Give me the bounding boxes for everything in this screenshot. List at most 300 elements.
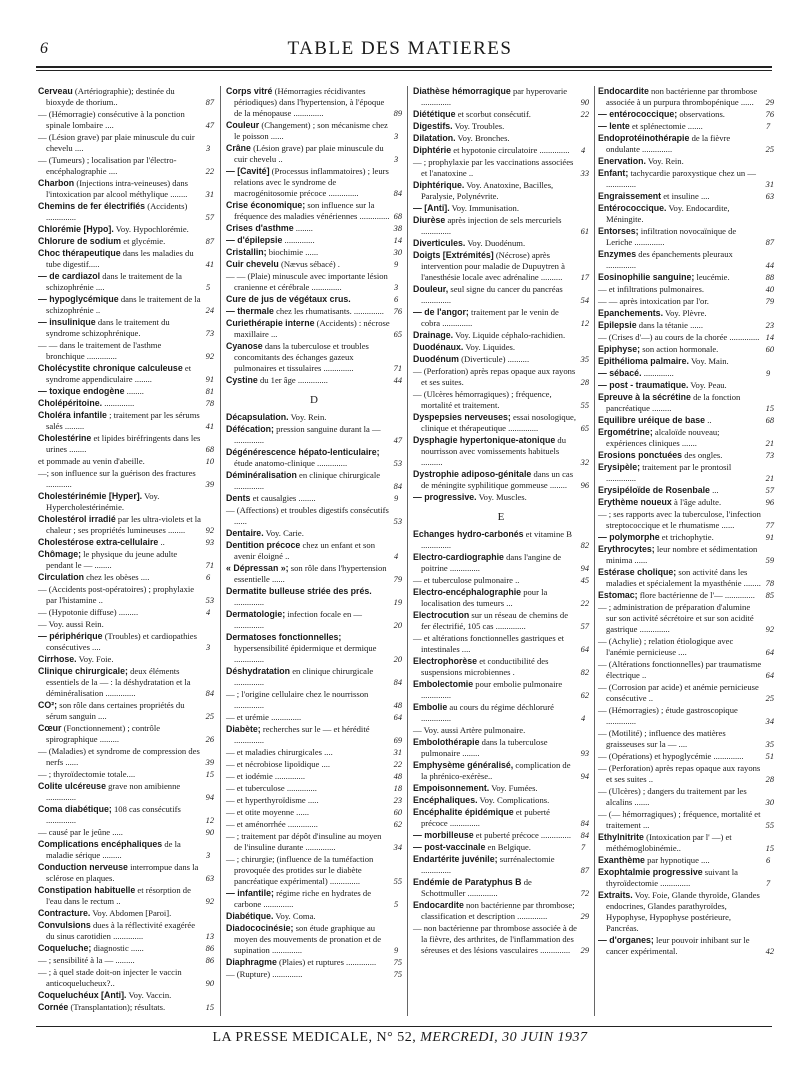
index-entry <box>38 804 214 826</box>
index-entry <box>38 666 214 699</box>
entry-headword: « Dépressan »; <box>226 563 289 573</box>
entry-text: — ; à quel stade doit-on injecter le vaccin anticoquelucheux?.. <box>38 967 182 988</box>
index-entry <box>413 492 589 503</box>
entry-text: — (Perforation) après repas opaque aux rayons et ses suites .. <box>598 763 761 784</box>
entry-text: — (Accidents post-opératoires) ; prophylaxie par l'histamine .. <box>38 584 195 605</box>
index-entry <box>598 590 774 601</box>
index-entry <box>413 529 589 551</box>
page-title: TABLE DES MATIERES <box>287 38 513 59</box>
index-entry: Complications encéphaliques de la maladie sérique ......... 3 <box>38 839 211 860</box>
index-entry <box>38 1002 214 1013</box>
entry-text: de la maladie sérique ......... <box>46 839 181 860</box>
index-entry <box>598 226 774 248</box>
entry-headword: Engraissement <box>598 191 662 201</box>
entry-headword: Doigts [Extrémités] <box>413 250 494 260</box>
entry-text: grave non amibienne .............. <box>46 781 181 802</box>
entry-headword: Digestifs. <box>413 121 453 131</box>
index-entry <box>38 294 214 316</box>
entry-text: observations. <box>679 109 725 119</box>
entry-text: par hyperovarie .............. <box>421 86 568 107</box>
entry-text: — — (Plaie) minuscule avec importante lésion cranienne et cérébrale .............. <box>226 271 388 292</box>
entry-headword: Cystine <box>226 375 258 385</box>
index-entry: Dentition précoce chez un enfant et son avenir éloigné .. 4 <box>226 540 399 561</box>
entry-text: Voy. Main. <box>690 356 729 366</box>
entry-text: étude anatomo-clinique .............. <box>234 458 348 468</box>
index-entry: — infantile; régime riche en hydrates de carbone .............. 5 <box>226 888 399 909</box>
entry-text: leur pouvoir inhibant sur le cancer expérimental. <box>606 935 750 956</box>
entry-text: — (Corrosion par acide) et anémie pernicieuse consécutive .. <box>598 682 759 703</box>
entry-headword: Décapsulation. <box>226 412 289 422</box>
index-entry <box>413 587 589 609</box>
index-entry <box>598 935 774 957</box>
index-entry: — — (Plaie) minuscule avec importante lésion cranienne et cérébrale .............. 3 <box>226 271 399 292</box>
entry-text: — (Lésion grave) par plaie minuscule du cuir chevelu .... <box>38 132 195 153</box>
index-entry <box>598 705 774 727</box>
entry-headword: Endocardite <box>598 86 649 96</box>
entry-headword: Convulsions <box>38 920 91 930</box>
index-entry: Crâne (Lésion grave) par plaie minuscule du cuir chevelu .. 3 <box>226 143 399 164</box>
entry-text: deux éléments essentiels de la — : la déshydratation et la déminéralisation .............. <box>46 666 191 698</box>
entry-text: et scorbut consécutif. <box>457 109 531 119</box>
entry-headword: Dermatologie; <box>226 609 286 619</box>
entry-text: hypersensibilité épidermique et dermique .............. <box>234 643 377 664</box>
index-entry <box>226 447 402 469</box>
entry-headword: Enervation. <box>598 156 646 166</box>
entry-text: dans le traitement de la schizophrénie .... <box>46 271 182 292</box>
index-entry: — post-vaccinale en Belgique. 7 <box>413 842 586 852</box>
index-entry <box>598 532 774 543</box>
entry-headword: Estérase cholique; <box>598 567 677 577</box>
entry-text: (Fonctionnement) ; contrôle spirographique ......... <box>46 723 161 744</box>
entry-text: du 1er âge .............. <box>259 375 328 385</box>
entry-text: Voy. Plèvre. <box>665 308 707 318</box>
entry-text: — Voy. aussi Rein. <box>38 619 104 629</box>
entry-headword: Cholestérine <box>38 433 92 443</box>
entry-headword: Crise économique; <box>226 200 306 210</box>
entry-headword: Erythème noueux <box>598 497 672 507</box>
entry-headword: Circulation <box>38 572 84 582</box>
entry-text: Voy. Liquides. <box>465 342 515 352</box>
index-entry <box>598 392 774 414</box>
index-entry <box>598 332 774 343</box>
entry-text: — (Achylie) ; relation étiologique avec l'anémie pernicieuse .... <box>598 636 734 657</box>
entry-headword: Coqueluche; <box>38 943 92 953</box>
entry-text: des ongles. <box>684 450 723 460</box>
index-entry <box>413 342 589 353</box>
entry-headword: — post - traumatique. <box>598 380 689 390</box>
index-entry <box>598 272 774 283</box>
entry-headword: Chemins de fer électrifiés <box>38 201 146 211</box>
entry-text: et conductibilité des suspensions microbiennes . <box>421 656 549 677</box>
entry-headword: — périphérique <box>38 631 103 641</box>
index-entry <box>38 908 214 919</box>
index-entry <box>413 366 589 388</box>
index-entry <box>226 712 402 723</box>
index-entry: Diadococinésie; son étude graphique au moyen des mouvements de pronation et de supination .............. 9 <box>226 923 399 955</box>
index-entry <box>226 563 402 585</box>
index-entry <box>413 284 589 306</box>
index-entry <box>226 586 402 608</box>
header-rule <box>36 66 772 68</box>
entry-text: (Nævus sébacé) . <box>280 259 340 269</box>
entry-text: et vitamine B .............. <box>421 529 572 550</box>
entry-text: et puberté précoce .............. <box>421 807 550 828</box>
index-entry <box>226 318 402 340</box>
entry-text: en clinique chirurgicale .............. <box>234 666 374 687</box>
index-entry <box>38 340 214 362</box>
entry-headword: Erythrocytes; <box>598 544 655 554</box>
index-entry <box>226 957 402 968</box>
entry-text: — (Opérations) et hypoglycémie .............. <box>598 751 744 761</box>
entry-text: — et tuberculose .............. <box>226 783 317 793</box>
index-entry <box>38 967 214 989</box>
entry-text: — ; prophylaxie par les vaccinations associées et l'anatoxine .. <box>413 157 574 178</box>
entry-text: Voy. Complications. <box>479 795 550 805</box>
index-entry <box>226 795 402 806</box>
entry-headword: Duodénaux. <box>413 342 464 352</box>
entry-text: complication de la phrénico-exérèse.. <box>421 760 571 781</box>
footer <box>0 1030 800 1046</box>
entry-text: (Lésion grave) par plaie minuscule du cuir chevelu .. <box>234 143 384 164</box>
entry-headword: Electrophorèse <box>413 656 478 666</box>
index-entry <box>226 689 402 711</box>
entry-headword: — d'organes; <box>598 935 654 945</box>
entry-text: Voy. Anatoxine, Bacilles, Paralysie, Polynévrite. <box>421 180 554 201</box>
entry-headword: Diététique <box>413 109 456 119</box>
entry-headword: — [Cavité] <box>226 166 270 176</box>
entry-headword: — lente <box>598 121 630 131</box>
entry-headword: Cerveau <box>38 86 73 96</box>
index-entry <box>413 330 589 341</box>
entry-text: le physique du jeune adulte pendant le — ........ <box>46 549 178 570</box>
entry-text: (Changement) ; son mécanisme chez le poisson ...... <box>234 120 388 141</box>
entry-headword: Entorses; <box>598 226 639 236</box>
entry-text: infiltration novocaïnique de Leriche .............. <box>606 226 737 247</box>
entry-text: essai nosologique, clinique et thérapeutique .............. <box>421 412 576 433</box>
entry-text: non bactérienne par thrombose associée à un purpura thrombopénique ...... <box>606 86 758 107</box>
index-entry <box>38 862 214 884</box>
entry-text: Voy. Vaccin. <box>128 990 172 1000</box>
entry-headword: — progressive. <box>413 492 477 502</box>
entry-text: et glycémie. <box>123 236 166 246</box>
entry-text: à l'âge adulte. <box>673 497 722 507</box>
index-entry <box>413 389 589 411</box>
entry-text: de Schottmuller .............. <box>421 877 532 898</box>
entry-headword: Cholécystite chronique calculeuse <box>38 363 183 373</box>
index-entry <box>413 157 589 179</box>
index-entry <box>598 450 774 461</box>
index-entry <box>38 943 214 954</box>
entry-headword: Défécation; <box>226 424 274 434</box>
index-entry <box>226 969 402 980</box>
entry-headword: Equilibre uréique de base <box>598 415 706 425</box>
entry-text: dans le traitement du syndrome schizophrénique. <box>46 317 170 338</box>
entry-headword: Chômage; <box>38 549 82 559</box>
entry-headword: Cornée <box>38 1002 69 1012</box>
entry-text: .............. <box>234 597 265 607</box>
entry-headword: Diurèse <box>413 215 446 225</box>
entry-text: en Belgique. <box>487 842 531 852</box>
entry-headword: Diverticules. <box>413 238 466 248</box>
entry-text: traitement par le prontosil .............. <box>606 462 732 483</box>
entry-headword: Endémie de Paratyphus B <box>413 877 522 887</box>
index-entry: — (Hypotonie diffuse) ......... 4 <box>38 607 211 617</box>
entry-text: en clinique chirurgicale .............. <box>234 470 381 491</box>
entry-text: — ; administration de préparation d'alumine sur son activité sécrétoire et sur son acidité gastrique .............. <box>598 602 754 634</box>
index-entry <box>598 636 774 658</box>
index-entry <box>413 795 589 806</box>
index-entry: — périphérique (Troubles) et cardiopathies consécutives .... 3 <box>38 631 211 652</box>
entry-headword: Enfant; <box>598 168 629 178</box>
entry-text: chez un enfant et son avenir éloigné .. <box>234 540 375 561</box>
index-entry <box>226 424 402 446</box>
index-entry: Exanthème par hypnotique .... 6 <box>598 855 771 865</box>
index-entry <box>226 854 402 887</box>
index-entry <box>226 412 402 423</box>
entry-headword: Dysphagie hypertonique-atonique <box>413 435 556 445</box>
entry-headword: Electro-encéphalographie <box>413 587 522 597</box>
entry-text: Voy. Rein. <box>290 412 327 422</box>
entry-headword: Erysipèle; <box>598 462 641 472</box>
entry-headword: — d'épilepsie <box>226 235 283 245</box>
index-entry <box>226 759 402 770</box>
entry-text: dans le traitement de la schizophrénie .. <box>46 294 201 315</box>
index-entry: — (Lésion grave) par plaie minuscule du cuir chevelu .... 3 <box>38 132 211 153</box>
index-entry <box>413 807 589 829</box>
entry-headword: Emphysème généralisé, <box>413 760 514 770</box>
entry-text: (Hémorragies récidivantes périodiques) dans l'hypertension, à l'époque de la ménopause .............. <box>234 86 385 118</box>
entry-headword: Dermatoses fonctionnelles; <box>226 632 342 642</box>
entry-headword: Erysipéloïde de Rosenbale <box>598 485 710 495</box>
index-entry <box>38 109 214 131</box>
entry-text: (Intoxication par l' —) et méthémoglobinémie.. <box>606 832 732 853</box>
entry-text: — et iodémie .............. <box>226 771 306 781</box>
entry-headword: — insulinique <box>38 317 96 327</box>
entry-headword: Empoisonnement. <box>413 783 490 793</box>
entry-text: (Artériographie); destinée du bioxyde de thorium.. <box>46 86 175 107</box>
index-entry <box>413 877 589 899</box>
entry-headword: Coqueluchéux [Anti]. <box>38 990 127 1000</box>
index-entry <box>598 320 774 331</box>
entry-headword: Cholépéritoine. <box>38 398 103 408</box>
entry-headword: Ethylnitrite <box>598 832 644 842</box>
entry-text: et hypotonie circulatoire .............. <box>453 145 570 155</box>
entry-headword: Entérococcique. <box>598 203 667 213</box>
entry-headword: Cholestérinémie [Hyper]. <box>38 491 143 501</box>
index-entry <box>226 505 402 527</box>
entry-headword: Enzymes <box>598 249 637 259</box>
entry-text: .............. <box>284 235 315 245</box>
entry-text: — et altérations fonctionnelles gastriques et intestinales .... <box>413 633 565 654</box>
index-entry <box>38 363 214 385</box>
entry-headword: Cirrhose. <box>38 654 77 664</box>
entry-text: (Diverticule) .......... <box>461 354 530 364</box>
entry-text: recherches sur le — et hérédité .............. <box>234 724 370 745</box>
entry-headword: Dentition précoce <box>226 540 301 550</box>
entry-text: .. <box>160 537 165 547</box>
entry-text: Voy. Hypercholestérinémie. <box>46 491 160 512</box>
entry-text: — — après intoxication par l'or. <box>598 296 709 306</box>
entry-text: (Injections intra-veineuses) dans l'intoxication par alcool méthylique ........ <box>46 178 189 199</box>
entry-text: son étude graphique au moyen des mouvements de pronation et de supination .............. <box>234 923 382 955</box>
entry-text: — et aménorrhée .............. <box>226 819 318 829</box>
entry-headword: Eosinophilie sanguine; <box>598 272 695 282</box>
entry-text: chez les rhumatisants. .............. <box>276 306 384 316</box>
entry-text: au cours du régime déchloruré .............. <box>421 702 554 723</box>
entry-headword: Diphtérie <box>413 145 452 155</box>
index-entry <box>38 398 214 409</box>
entry-text: (Plaies) et ruptures .............. <box>279 957 377 967</box>
entry-text: — (Ulcères) ; dangers du traitement par les alcalins ....... <box>598 786 747 807</box>
index-entry <box>38 619 214 630</box>
entry-text: Voy. Carie. <box>265 528 304 538</box>
entry-text: — (Hémorragie) consécutive à la ponction spinale lombaire .... <box>38 109 185 130</box>
index-entry <box>413 760 589 782</box>
entry-headword: — hypoglycémique <box>38 294 119 304</box>
index-entry <box>413 86 589 108</box>
entry-text: Voy. Fumées. <box>491 783 538 793</box>
entry-text: — (Tumeurs) ; localisation par l'électro-encéphalographie .... <box>38 155 177 176</box>
index-entry <box>413 656 589 678</box>
index-entry <box>226 911 402 922</box>
entry-text: leucémie. <box>696 272 730 282</box>
entry-headword: — thermale <box>226 306 274 316</box>
index-entry: Embolie au cours du régime déchloruré .............. 4 <box>413 702 586 723</box>
index-entry <box>38 514 214 536</box>
entry-text: du nourrisson avec vomissements habituels .......... <box>421 435 566 467</box>
index-column-2 <box>226 86 402 1026</box>
entry-text: seul signe du cancer du pancréas .............. <box>421 284 563 305</box>
index-entry <box>226 783 402 794</box>
index-entry <box>226 306 402 317</box>
entry-headword: Déminéralisation <box>226 470 297 480</box>
index-entry <box>38 224 214 235</box>
entry-headword: Epithélioma palmaire. <box>598 356 689 366</box>
entry-headword: Diaphragme <box>226 957 277 967</box>
index-entry <box>38 654 214 665</box>
entry-headword: Cholestérose extra-cellulaire <box>38 537 159 547</box>
entry-text: et pommade au venin d'abeille. <box>38 456 145 466</box>
entry-headword: — morbilleuse <box>413 830 474 840</box>
entry-text: et splénectomie ....... <box>631 121 703 131</box>
index-entry <box>413 180 589 202</box>
entry-text: ... <box>712 485 719 495</box>
entry-text: (Processus inflammatoires) ; leurs relations avec le syndrome de macrogénitosomie précoce .............. <box>234 166 389 198</box>
entry-headword: Epreuve à la sécrétine <box>598 392 691 402</box>
entry-text: Voy. Liquide céphalo-rachidien. <box>455 330 566 340</box>
index-entry <box>413 900 589 922</box>
entry-text: — Voy. aussi Artère pulmonaire. <box>413 725 526 735</box>
entry-text: dans la tuberculose et troubles concomitants des échanges gazeux pulmonaires et tissulaires .............. <box>234 341 369 373</box>
index-entry <box>226 747 402 758</box>
entry-text: Voy. Troubles. <box>454 121 505 131</box>
entry-headword: Choléra infantile <box>38 410 107 420</box>
entry-text: des épanchements pleuraux .............. <box>606 249 733 270</box>
entry-headword: Electrocution <box>413 610 470 620</box>
entry-text: — (Motilité) ; influence des matières graisseuses sur la — .... <box>598 728 726 749</box>
entry-text: pour embolie pulmonaire .............. <box>421 679 563 700</box>
index-entry <box>226 724 402 746</box>
index-entry: — lente et splénectomie ....... 7 <box>598 121 771 131</box>
index-entry <box>413 121 589 132</box>
index-entry <box>598 308 774 319</box>
entry-text: — ; ses rapports avec la tuberculose, l'infection streptococcique et le rhumatisme ...... <box>598 509 761 530</box>
entry-text: par hypnotique .... <box>647 855 710 865</box>
footer-journal: LA PRESSE MEDICALE, N° 52, <box>212 1030 417 1045</box>
entry-headword: Dermatite bulleuse striée des prés. <box>226 586 372 596</box>
index-entry <box>38 456 214 467</box>
index-entry <box>38 920 214 942</box>
index-entry <box>413 923 589 956</box>
entry-text: Voy. Hypochlorémie. <box>115 224 189 234</box>
index-entry <box>38 769 214 780</box>
entry-text: alcaloïde nouveau; expériences cliniques ....... <box>606 427 720 448</box>
index-entry <box>598 682 774 704</box>
entry-headword: Embolothérapie <box>413 737 480 747</box>
header-rule-thin <box>36 70 772 71</box>
entry-text: — ; l'origine cellulaire chez le nourrisson .............. <box>226 689 369 710</box>
index-entry <box>413 307 589 329</box>
index-entry <box>413 783 589 794</box>
entry-headword: — entérococcique; <box>598 109 678 119</box>
index-entry <box>598 485 774 496</box>
entry-text: de la fièvre ondulante .............. <box>606 133 731 154</box>
entry-headword: Endocardite <box>413 900 464 910</box>
entry-text: surrénalectomie .............. <box>421 854 555 875</box>
entry-text: régime riche en hydrates de carbone .............. <box>234 888 372 909</box>
entry-headword: Diadococinésie; <box>226 923 294 933</box>
entry-headword: Colite ulcéreuse <box>38 781 106 791</box>
footer-date: MERCREDI, 30 JUIN 1937 <box>420 1030 588 1045</box>
entry-text: son action hormonale. <box>642 344 719 354</box>
entry-headword: Dentaire. <box>226 528 264 538</box>
index-entry <box>38 248 214 270</box>
index-entry <box>598 344 774 355</box>
section-letter: E <box>497 511 505 523</box>
index-entry <box>413 412 589 434</box>
index-entry <box>226 86 402 119</box>
entry-headword: Diathèse hémorragique <box>413 86 511 96</box>
entry-headword: Curiethérapie interne <box>226 318 315 328</box>
entry-headword: Epiphyse; <box>598 344 641 354</box>
index-entry <box>38 723 214 745</box>
index-entry <box>38 990 214 1001</box>
index-entry <box>38 410 214 432</box>
entry-text: de la fonction pancréatique ......... <box>606 392 741 413</box>
entry-headword: Cholestérol irradié <box>38 514 116 524</box>
entry-text: .. <box>707 415 712 425</box>
index-entry <box>226 470 402 492</box>
entry-text: son rôle dans certaines propriétés du sérum sanguin .... <box>46 700 185 721</box>
entry-headword: Ergométrine; <box>598 427 653 437</box>
index-entry <box>413 725 589 736</box>
entry-text: — ; sensibilité à la — ......... <box>38 955 135 965</box>
entry-text: (Accidents) : nécrose maxillaire ... <box>234 318 390 339</box>
entry-text: — (Crises d'—) au cours de la chorée .............. <box>598 332 760 342</box>
entry-headword: — de cardiazol <box>38 271 101 281</box>
entry-headword: — infantile; <box>226 888 274 898</box>
entry-text: et lipides biréfringents dans les urines ........ <box>46 433 201 454</box>
index-entry <box>413 215 589 237</box>
entry-headword: Encéphalite épidémique <box>413 807 514 817</box>
index-entry <box>598 284 774 295</box>
entry-headword: — toxique endogène <box>38 386 125 396</box>
index-entry <box>226 609 402 631</box>
entry-headword: Dégénérescence hépato-lenticulaire; <box>226 447 380 457</box>
entry-headword: Endartérite juvénile; <box>413 854 498 864</box>
index-entry <box>598 380 774 391</box>
index-entry: Diphtérie et hypotonie circulatoire .............. 4 <box>413 145 586 155</box>
